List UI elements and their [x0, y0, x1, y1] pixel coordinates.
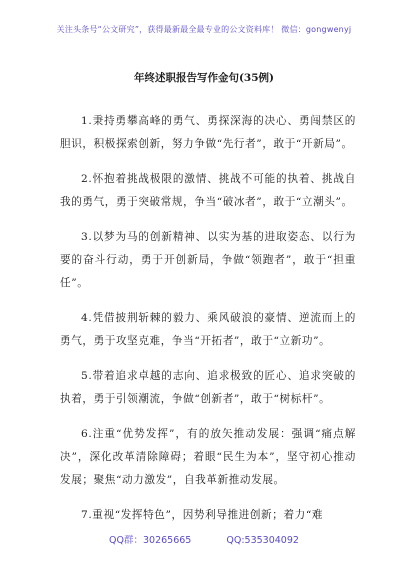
paragraph-7: 7.重视“发挥特色”，因势利导推进创新；着力“难 — [81, 509, 324, 521]
document-body — [60, 110, 356, 539]
paragraph-1: 1.秉持勇攀高峰的勇气、勇探深海的决心、勇闯禁区的胆识，积极探索创新，努力争做“先行者”，敢于“开新局”。 — [60, 115, 356, 150]
footer-qq-contact: QQ:535304092 — [226, 535, 299, 546]
paragraph-6: 6.注重“优势发挥”，有的放矢推动发展：强调“痛点解决”，深化改革清除障碍；着眼“民生为本”，坚守初心推动发展；聚焦“动力激发”，自我革新推动发展。 — [60, 428, 356, 486]
paragraph-2: 2.怀抱着挑战极限的激情、挑战不可能的执着、挑战自我的勇气，勇于突破常规，争当“破冰者”，敢于“立潮头”。 — [60, 173, 356, 208]
paragraph-4: 4.凭借披荆斩棘的毅力、乘风破浪的豪情、逆流而上的勇气，勇于攻坚克难，争当“开拓者”，敢于“立新功”。 — [60, 312, 356, 347]
document-title: 年终述职报告写作金句(35例) — [133, 72, 275, 84]
footer-qq-group: QQ群：30265665 — [109, 535, 192, 546]
footer — [0, 532, 408, 546]
paragraph-3: 3.以梦为马的创新精神、以实为基的进取姿态、以行为要的奋斗行动，勇于开创新局，争做“领跑者”，敢于“担重任”。 — [60, 231, 356, 289]
paragraph-5: 5.带着追求卓越的志向、追求极致的匠心、追求突破的执着，勇于引领潮流，争做“创新者”，敢于“树标杆”。 — [60, 370, 356, 405]
header-banner: 关注头条号“公文研究”，获得最新最全最专业的公文资料库！ 微信：gongwenyj — [56, 25, 352, 34]
